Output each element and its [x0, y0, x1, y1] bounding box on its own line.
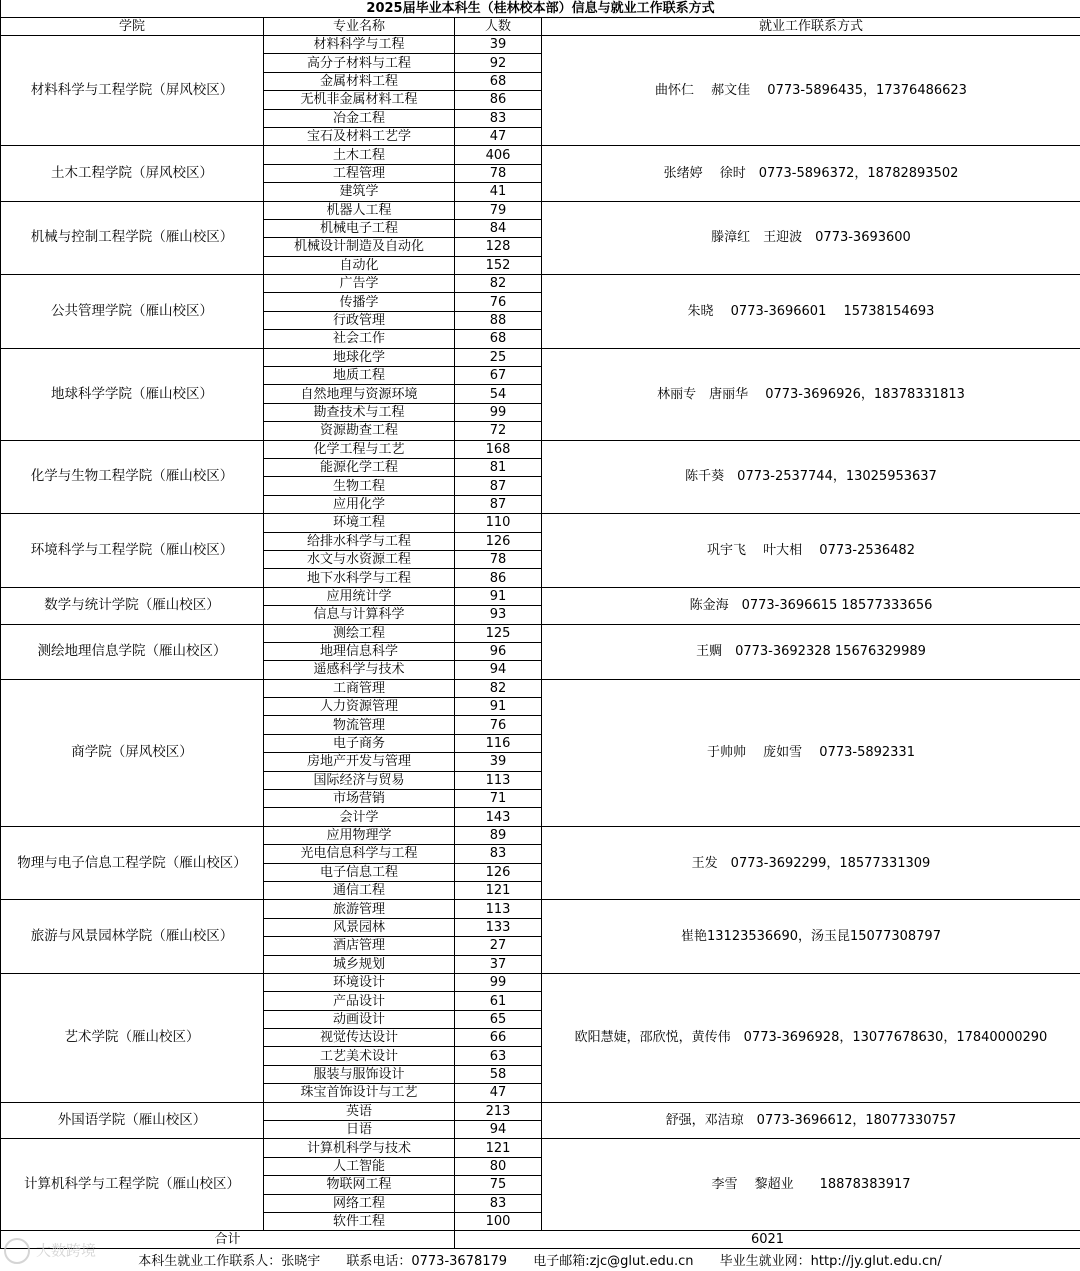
- student-count: 86: [455, 91, 542, 109]
- student-count: 83: [455, 1194, 542, 1212]
- footer-phone: 联系电话：0773-3678179: [346, 1254, 508, 1269]
- college-contact: 朱晓 0773-3696601 15738154693: [542, 275, 1080, 349]
- student-count: 113: [455, 771, 542, 789]
- major-name: 风景园林: [264, 918, 455, 936]
- major-name: 信息与计算科学: [264, 606, 455, 624]
- student-count: 84: [455, 219, 542, 237]
- student-count: 92: [455, 54, 542, 72]
- student-count: 80: [455, 1157, 542, 1175]
- major-name: 地球化学: [264, 348, 455, 366]
- student-count: 82: [455, 275, 542, 293]
- student-count: 41: [455, 183, 542, 201]
- student-count: 68: [455, 330, 542, 348]
- student-count: 76: [455, 293, 542, 311]
- college-name: 外国语学院（雁山校区）: [1, 1102, 264, 1139]
- major-name: 自然地理与资源环境: [264, 385, 455, 403]
- major-name: 地下水科学与工程: [264, 569, 455, 587]
- major-name: 机器人工程: [264, 201, 455, 219]
- table-row: [1, 624, 1080, 642]
- college-name: 商学院（屏风校区）: [1, 679, 264, 826]
- student-count: 168: [455, 440, 542, 458]
- table-row: [1, 348, 1080, 366]
- student-count: 100: [455, 1213, 542, 1231]
- major-name: 金属材料工程: [264, 72, 455, 90]
- student-count: 110: [455, 514, 542, 532]
- sheet-title: 2025届毕业本科生（桂林校本部）信息与就业工作联系方式: [1, 0, 1080, 18]
- major-name: 环境设计: [264, 973, 455, 991]
- student-count: 89: [455, 826, 542, 844]
- student-count: 71: [455, 790, 542, 808]
- major-name: 电子商务: [264, 734, 455, 752]
- college-contact: 王发 0773-3692299，18577331309: [542, 826, 1080, 900]
- college-contact: 滕漳红 王迎波 0773-3693600: [542, 201, 1080, 275]
- major-name: 动画设计: [264, 1010, 455, 1028]
- student-count: 121: [455, 1139, 542, 1157]
- table-row: [1, 900, 1080, 918]
- table-row: [1, 514, 1080, 532]
- major-name: 通信工程: [264, 881, 455, 899]
- major-name: 物流管理: [264, 716, 455, 734]
- header-contact: 就业工作联系方式: [542, 18, 1080, 36]
- student-count: 82: [455, 679, 542, 697]
- table-row: [1, 146, 1080, 164]
- college-contact: 陈金海 0773-3696615 18577333656: [542, 587, 1080, 624]
- student-count: 116: [455, 734, 542, 752]
- major-name: 环境工程: [264, 514, 455, 532]
- total-value: 6021: [455, 1231, 1080, 1249]
- major-name: 市场营销: [264, 790, 455, 808]
- major-name: 产品设计: [264, 992, 455, 1010]
- major-name: 测绘工程: [264, 624, 455, 642]
- major-name: 珠宝首饰设计与工艺: [264, 1084, 455, 1102]
- major-name: 工商管理: [264, 679, 455, 697]
- major-name: 生物工程: [264, 477, 455, 495]
- major-name: 土木工程: [264, 146, 455, 164]
- major-name: 资源勘查工程: [264, 422, 455, 440]
- major-name: 房地产开发与管理: [264, 753, 455, 771]
- college-name: 物理与电子信息工程学院（雁山校区）: [1, 826, 264, 900]
- college-name: 化学与生物工程学院（雁山校区）: [1, 440, 264, 514]
- major-name: 软件工程: [264, 1213, 455, 1231]
- student-count: 47: [455, 1084, 542, 1102]
- student-count: 121: [455, 881, 542, 899]
- student-count: 94: [455, 1121, 542, 1139]
- student-count: 83: [455, 109, 542, 127]
- major-name: 电子信息工程: [264, 863, 455, 881]
- major-name: 服装与服饰设计: [264, 1065, 455, 1083]
- major-name: 人工智能: [264, 1157, 455, 1175]
- student-count: 65: [455, 1010, 542, 1028]
- major-name: 遥感科学与技术: [264, 661, 455, 679]
- watermark-text: 大数跨境: [36, 1241, 97, 1260]
- major-name: 建筑学: [264, 183, 455, 201]
- college-contact: 张绪婷 徐时 0773-5896372，18782893502: [542, 146, 1080, 201]
- college-contact: 王赒 0773-3692328 15676329989: [542, 624, 1080, 679]
- major-name: 人力资源管理: [264, 698, 455, 716]
- college-name: 旅游与风景园林学院（雁山校区）: [1, 900, 264, 974]
- major-name: 视觉传达设计: [264, 1029, 455, 1047]
- student-count: 66: [455, 1029, 542, 1047]
- student-count: 113: [455, 900, 542, 918]
- student-count: 54: [455, 385, 542, 403]
- student-count: 58: [455, 1065, 542, 1083]
- header-college: 学院: [1, 18, 264, 36]
- table-row: [1, 440, 1080, 458]
- major-name: 网络工程: [264, 1194, 455, 1212]
- major-name: 城乡规划: [264, 955, 455, 973]
- college-name: 计算机科学与工程学院（雁山校区）: [1, 1139, 264, 1231]
- student-count: 94: [455, 661, 542, 679]
- major-name: 勘查技术与工程: [264, 403, 455, 421]
- major-name: 材料科学与工程: [264, 36, 455, 54]
- major-name: 高分子材料与工程: [264, 54, 455, 72]
- student-count: 76: [455, 716, 542, 734]
- college-name: 测绘地理信息学院（雁山校区）: [1, 624, 264, 679]
- major-name: 旅游管理: [264, 900, 455, 918]
- major-name: 化学工程与工艺: [264, 440, 455, 458]
- college-name: 土木工程学院（屏风校区）: [1, 146, 264, 201]
- major-name: 给排水科学与工程: [264, 532, 455, 550]
- table-row: [1, 201, 1080, 219]
- college-contact: 巩宇飞 叶大相 0773-2536482: [542, 514, 1080, 588]
- major-name: 日语: [264, 1121, 455, 1139]
- student-count: 133: [455, 918, 542, 936]
- major-name: 机械设计制造及自动化: [264, 238, 455, 256]
- major-name: 酒店管理: [264, 937, 455, 955]
- student-count: 125: [455, 624, 542, 642]
- student-count: 126: [455, 863, 542, 881]
- header-major: 专业名称: [264, 18, 455, 36]
- total-label: 合计: [1, 1231, 455, 1249]
- major-name: 无机非金属材料工程: [264, 91, 455, 109]
- student-count: 39: [455, 753, 542, 771]
- major-name: 应用物理学: [264, 826, 455, 844]
- total-table: [0, 1230, 1080, 1249]
- major-name: 行政管理: [264, 311, 455, 329]
- student-count: 91: [455, 587, 542, 605]
- college-contact: 于帅帅 庞如雪 0773-5892331: [542, 679, 1080, 826]
- college-name: 数学与统计学院（雁山校区）: [1, 587, 264, 624]
- student-count: 406: [455, 146, 542, 164]
- student-count: 99: [455, 973, 542, 991]
- footer-email[interactable]: 电子邮箱:zjc@glut.edu.cn: [533, 1254, 694, 1269]
- major-name: 光电信息科学与工程: [264, 845, 455, 863]
- college-contact: 曲怀仁 郝文佳 0773-5896435，17376486623: [542, 36, 1080, 146]
- college-name: 环境科学与工程学院（雁山校区）: [1, 514, 264, 588]
- major-name: 计算机科学与技术: [264, 1139, 455, 1157]
- table-row: [1, 36, 1080, 54]
- student-count: 63: [455, 1047, 542, 1065]
- student-count: 68: [455, 72, 542, 90]
- major-name: 物联网工程: [264, 1176, 455, 1194]
- student-count: 91: [455, 698, 542, 716]
- college-contact: 李雪 黎超业 18878383917: [542, 1139, 1080, 1231]
- major-name: 地理信息科学: [264, 642, 455, 660]
- footer: [0, 1253, 1080, 1271]
- student-count: 99: [455, 403, 542, 421]
- student-count: 126: [455, 532, 542, 550]
- student-count: 47: [455, 127, 542, 145]
- student-count: 37: [455, 955, 542, 973]
- student-count: 27: [455, 937, 542, 955]
- major-name: 机械电子工程: [264, 219, 455, 237]
- student-count: 93: [455, 606, 542, 624]
- table-row: [1, 1139, 1080, 1157]
- student-count: 128: [455, 238, 542, 256]
- college-name: 艺术学院（雁山校区）: [1, 973, 264, 1102]
- major-name: 会计学: [264, 808, 455, 826]
- major-name: 能源化学工程: [264, 458, 455, 476]
- table-row: [1, 973, 1080, 991]
- major-name: 宝石及材料工艺学: [264, 127, 455, 145]
- major-name: 自动化: [264, 256, 455, 274]
- student-count: 81: [455, 458, 542, 476]
- college-contact: 崔艳13123536690，汤玉昆15077308797: [542, 900, 1080, 974]
- student-count: 96: [455, 642, 542, 660]
- student-count: 25: [455, 348, 542, 366]
- student-count: 39: [455, 36, 542, 54]
- table-row: [1, 275, 1080, 293]
- table-row: [1, 587, 1080, 605]
- major-name: 工艺美术设计: [264, 1047, 455, 1065]
- major-name: 广告学: [264, 275, 455, 293]
- college-name: 公共管理学院（雁山校区）: [1, 275, 264, 349]
- student-count: 67: [455, 367, 542, 385]
- major-name: 国际经济与贸易: [264, 771, 455, 789]
- student-count: 75: [455, 1176, 542, 1194]
- major-name: 传播学: [264, 293, 455, 311]
- student-count: 88: [455, 311, 542, 329]
- footer-contact-person: 本科生就业工作联系人：张晓宇: [138, 1254, 321, 1269]
- student-count: 213: [455, 1102, 542, 1120]
- major-name: 英语: [264, 1102, 455, 1120]
- major-name: 应用统计学: [264, 587, 455, 605]
- major-name: 地质工程: [264, 367, 455, 385]
- student-count: 83: [455, 845, 542, 863]
- header-count: 人数: [455, 18, 542, 36]
- table-row: [1, 1102, 1080, 1120]
- student-count: 87: [455, 495, 542, 513]
- student-count: 87: [455, 477, 542, 495]
- college-name: 材料科学与工程学院（屏风校区）: [1, 36, 264, 146]
- college-contact: 陈千葵 0773-2537744，13025953637: [542, 440, 1080, 514]
- major-name: 冶金工程: [264, 109, 455, 127]
- table-row: [1, 679, 1080, 697]
- footer-website[interactable]: 毕业生就业网：http://jy.glut.edu.cn/: [719, 1254, 942, 1269]
- student-count: 72: [455, 422, 542, 440]
- student-count: 78: [455, 550, 542, 568]
- college-contact: 舒强，邓洁琼 0773-3696612，18077330757: [542, 1102, 1080, 1139]
- major-name: 应用化学: [264, 495, 455, 513]
- student-count: 78: [455, 164, 542, 182]
- student-count: 79: [455, 201, 542, 219]
- college-name: 地球科学学院（雁山校区）: [1, 348, 264, 440]
- college-contact: 欧阳慧婕，邵欣悦，黄传伟 0773-3696928，13077678630，17840000290: [542, 973, 1080, 1102]
- college-contact: 林丽专 唐丽华 0773-3696926，18378331813: [542, 348, 1080, 440]
- student-count: 86: [455, 569, 542, 587]
- major-name: 社会工作: [264, 330, 455, 348]
- major-name: 水文与水资源工程: [264, 550, 455, 568]
- student-count: 143: [455, 808, 542, 826]
- table-row: [1, 826, 1080, 844]
- student-count: 152: [455, 256, 542, 274]
- major-name: 工程管理: [264, 164, 455, 182]
- college-name: 机械与控制工程学院（雁山校区）: [1, 201, 264, 275]
- student-count: 61: [455, 992, 542, 1010]
